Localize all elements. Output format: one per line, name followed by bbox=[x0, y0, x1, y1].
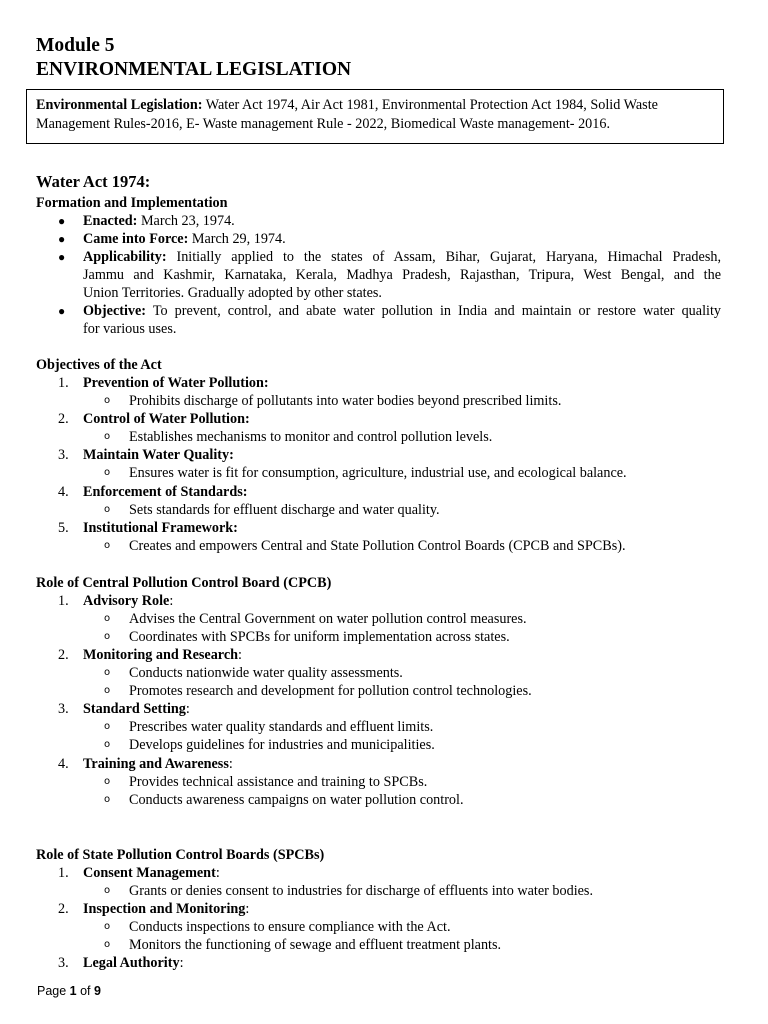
list-number: 1. bbox=[58, 593, 69, 609]
circle-bullet-icon: o bbox=[104, 667, 111, 678]
page-sep: of bbox=[76, 984, 94, 998]
circle-bullet-icon: o bbox=[104, 721, 111, 732]
list-number: 3. bbox=[58, 447, 69, 463]
cpcb-role-detail: Prescribes water quality standards and effluent limits. bbox=[129, 719, 434, 735]
page-current: 1 bbox=[69, 984, 77, 998]
bullet-objective-cont: for various uses. bbox=[83, 321, 177, 337]
cpcb-role-detail: Advises the Central Government on water pollution control measures. bbox=[129, 611, 527, 627]
cpcb-role-title: Training and Awareness: bbox=[83, 756, 233, 772]
cpcb-role-detail: Conducts awareness campaigns on water pollution control. bbox=[129, 792, 464, 808]
list-number: 3. bbox=[58, 955, 69, 971]
bullet-applicability-cont: Union Territories. Gradually adopted by other states. bbox=[83, 285, 382, 301]
summary-box bbox=[26, 89, 724, 144]
spcb-role-detail: Grants or denies consent to industries for discharge of effluents into water bodies. bbox=[129, 883, 594, 899]
circle-bullet-icon: o bbox=[104, 794, 111, 805]
objective-detail: Creates and empowers Central and State Pollution Control Boards (CPCB and SPCBs). bbox=[129, 538, 626, 554]
list-number: 1. bbox=[58, 375, 69, 391]
circle-bullet-icon: o bbox=[104, 739, 111, 750]
spcb-heading: Role of State Pollution Control Boards (SPCBs) bbox=[36, 847, 325, 863]
objective-title: Prevention of Water Pollution: bbox=[83, 375, 269, 391]
cpcb-role-title: Advisory Role: bbox=[83, 593, 174, 609]
list-number: 5. bbox=[58, 520, 69, 536]
circle-bullet-icon: o bbox=[104, 504, 111, 515]
cpcb-role-detail: Provides technical assistance and training to SPCBs. bbox=[129, 774, 428, 790]
bullet-objective: Objective: To prevent, control, and abate water pollution in India and maintain or restore water quality bbox=[83, 303, 721, 319]
cpcb-role-title: Standard Setting: bbox=[83, 701, 190, 717]
spcb-role-title: Inspection and Monitoring: bbox=[83, 901, 250, 917]
cpcb-role-detail: Develops guidelines for industries and municipalities. bbox=[129, 737, 435, 753]
circle-bullet-icon: o bbox=[104, 540, 111, 551]
summary-line-1: Water Act 1974, Air Act 1981, Environmental Protection Act 1984, Solid Waste bbox=[202, 97, 658, 113]
cpcb-role-detail: Conducts nationwide water quality assessments. bbox=[129, 665, 403, 681]
cpcb-heading: Role of Central Pollution Control Board (CPCB) bbox=[36, 575, 332, 591]
cpcb-role-detail: Coordinates with SPCBs for uniform implementation across states. bbox=[129, 629, 510, 645]
objective-title: Control of Water Pollution: bbox=[83, 411, 250, 427]
list-number: 3. bbox=[58, 701, 69, 717]
bullet-icon: ● bbox=[58, 232, 66, 246]
objective-detail: Establishes mechanisms to monitor and control pollution levels. bbox=[129, 429, 493, 445]
circle-bullet-icon: o bbox=[104, 921, 111, 932]
list-number: 2. bbox=[58, 901, 69, 917]
list-number: 1. bbox=[58, 865, 69, 881]
objectives-heading: Objectives of the Act bbox=[36, 357, 162, 373]
objective-title: Institutional Framework: bbox=[83, 520, 238, 536]
spcb-role-detail: Conducts inspections to ensure compliance with the Act. bbox=[129, 919, 451, 935]
circle-bullet-icon: o bbox=[104, 613, 111, 624]
bullet-icon: ● bbox=[58, 304, 66, 318]
spcb-role-title: Consent Management: bbox=[83, 865, 220, 881]
page-footer bbox=[37, 984, 101, 998]
circle-bullet-icon: o bbox=[104, 431, 111, 442]
bullet-enacted: Enacted: March 23, 1974. bbox=[83, 213, 235, 229]
spcb-role-detail: Monitors the functioning of sewage and effluent treatment plants. bbox=[129, 937, 502, 953]
water-act-heading: Water Act 1974: bbox=[36, 172, 151, 191]
list-number: 2. bbox=[58, 647, 69, 663]
circle-bullet-icon: o bbox=[104, 939, 111, 950]
objective-detail: Ensures water is fit for consumption, agriculture, industrial use, and ecological balance. bbox=[129, 465, 627, 481]
spcb-role-title: Legal Authority: bbox=[83, 955, 184, 971]
page-prefix: Page bbox=[37, 984, 70, 998]
bullet-came-into-force: Came into Force: March 29, 1974. bbox=[83, 231, 286, 247]
objective-detail: Sets standards for effluent discharge and water quality. bbox=[129, 502, 440, 518]
circle-bullet-icon: o bbox=[104, 685, 111, 696]
page-total: 9 bbox=[94, 984, 101, 998]
module-number: Module 5 bbox=[36, 35, 115, 56]
module-header bbox=[36, 34, 351, 82]
bullet-applicability: Applicability: Initially applied to the states of Assam, Bihar, Gujarat, Haryana, Himachal Pradesh, bbox=[83, 249, 721, 265]
bullet-icon: ● bbox=[58, 250, 66, 264]
objective-title: Enforcement of Standards: bbox=[83, 484, 248, 500]
cpcb-role-title: Monitoring and Research: bbox=[83, 647, 242, 663]
list-number: 4. bbox=[58, 756, 69, 772]
formation-subheading: Formation and Implementation bbox=[36, 195, 228, 211]
bullet-applicability-cont: Jammu and Kashmir, Karnataka, Kerala, Madhya Pradesh, Rajasthan, Tripura, West Bengal, and the bbox=[83, 267, 721, 283]
circle-bullet-icon: o bbox=[104, 776, 111, 787]
list-number: 4. bbox=[58, 484, 69, 500]
circle-bullet-icon: o bbox=[104, 885, 111, 896]
summary-line-2: Management Rules-2016, E- Waste management Rule - 2022, Biomedical Waste management- 2016. bbox=[36, 116, 610, 132]
bullet-icon: ● bbox=[58, 214, 66, 228]
objective-title: Maintain Water Quality: bbox=[83, 447, 234, 463]
summary-label: Environmental Legislation: bbox=[36, 97, 203, 113]
circle-bullet-icon: o bbox=[104, 467, 111, 478]
circle-bullet-icon: o bbox=[104, 631, 111, 642]
objective-detail: Prohibits discharge of pollutants into water bodies beyond prescribed limits. bbox=[129, 393, 562, 409]
list-number: 2. bbox=[58, 411, 69, 427]
module-title: ENVIRONMENTAL LEGISLATION bbox=[36, 59, 352, 80]
circle-bullet-icon: o bbox=[104, 395, 111, 406]
cpcb-role-detail: Promotes research and development for pollution control technologies. bbox=[129, 683, 532, 699]
